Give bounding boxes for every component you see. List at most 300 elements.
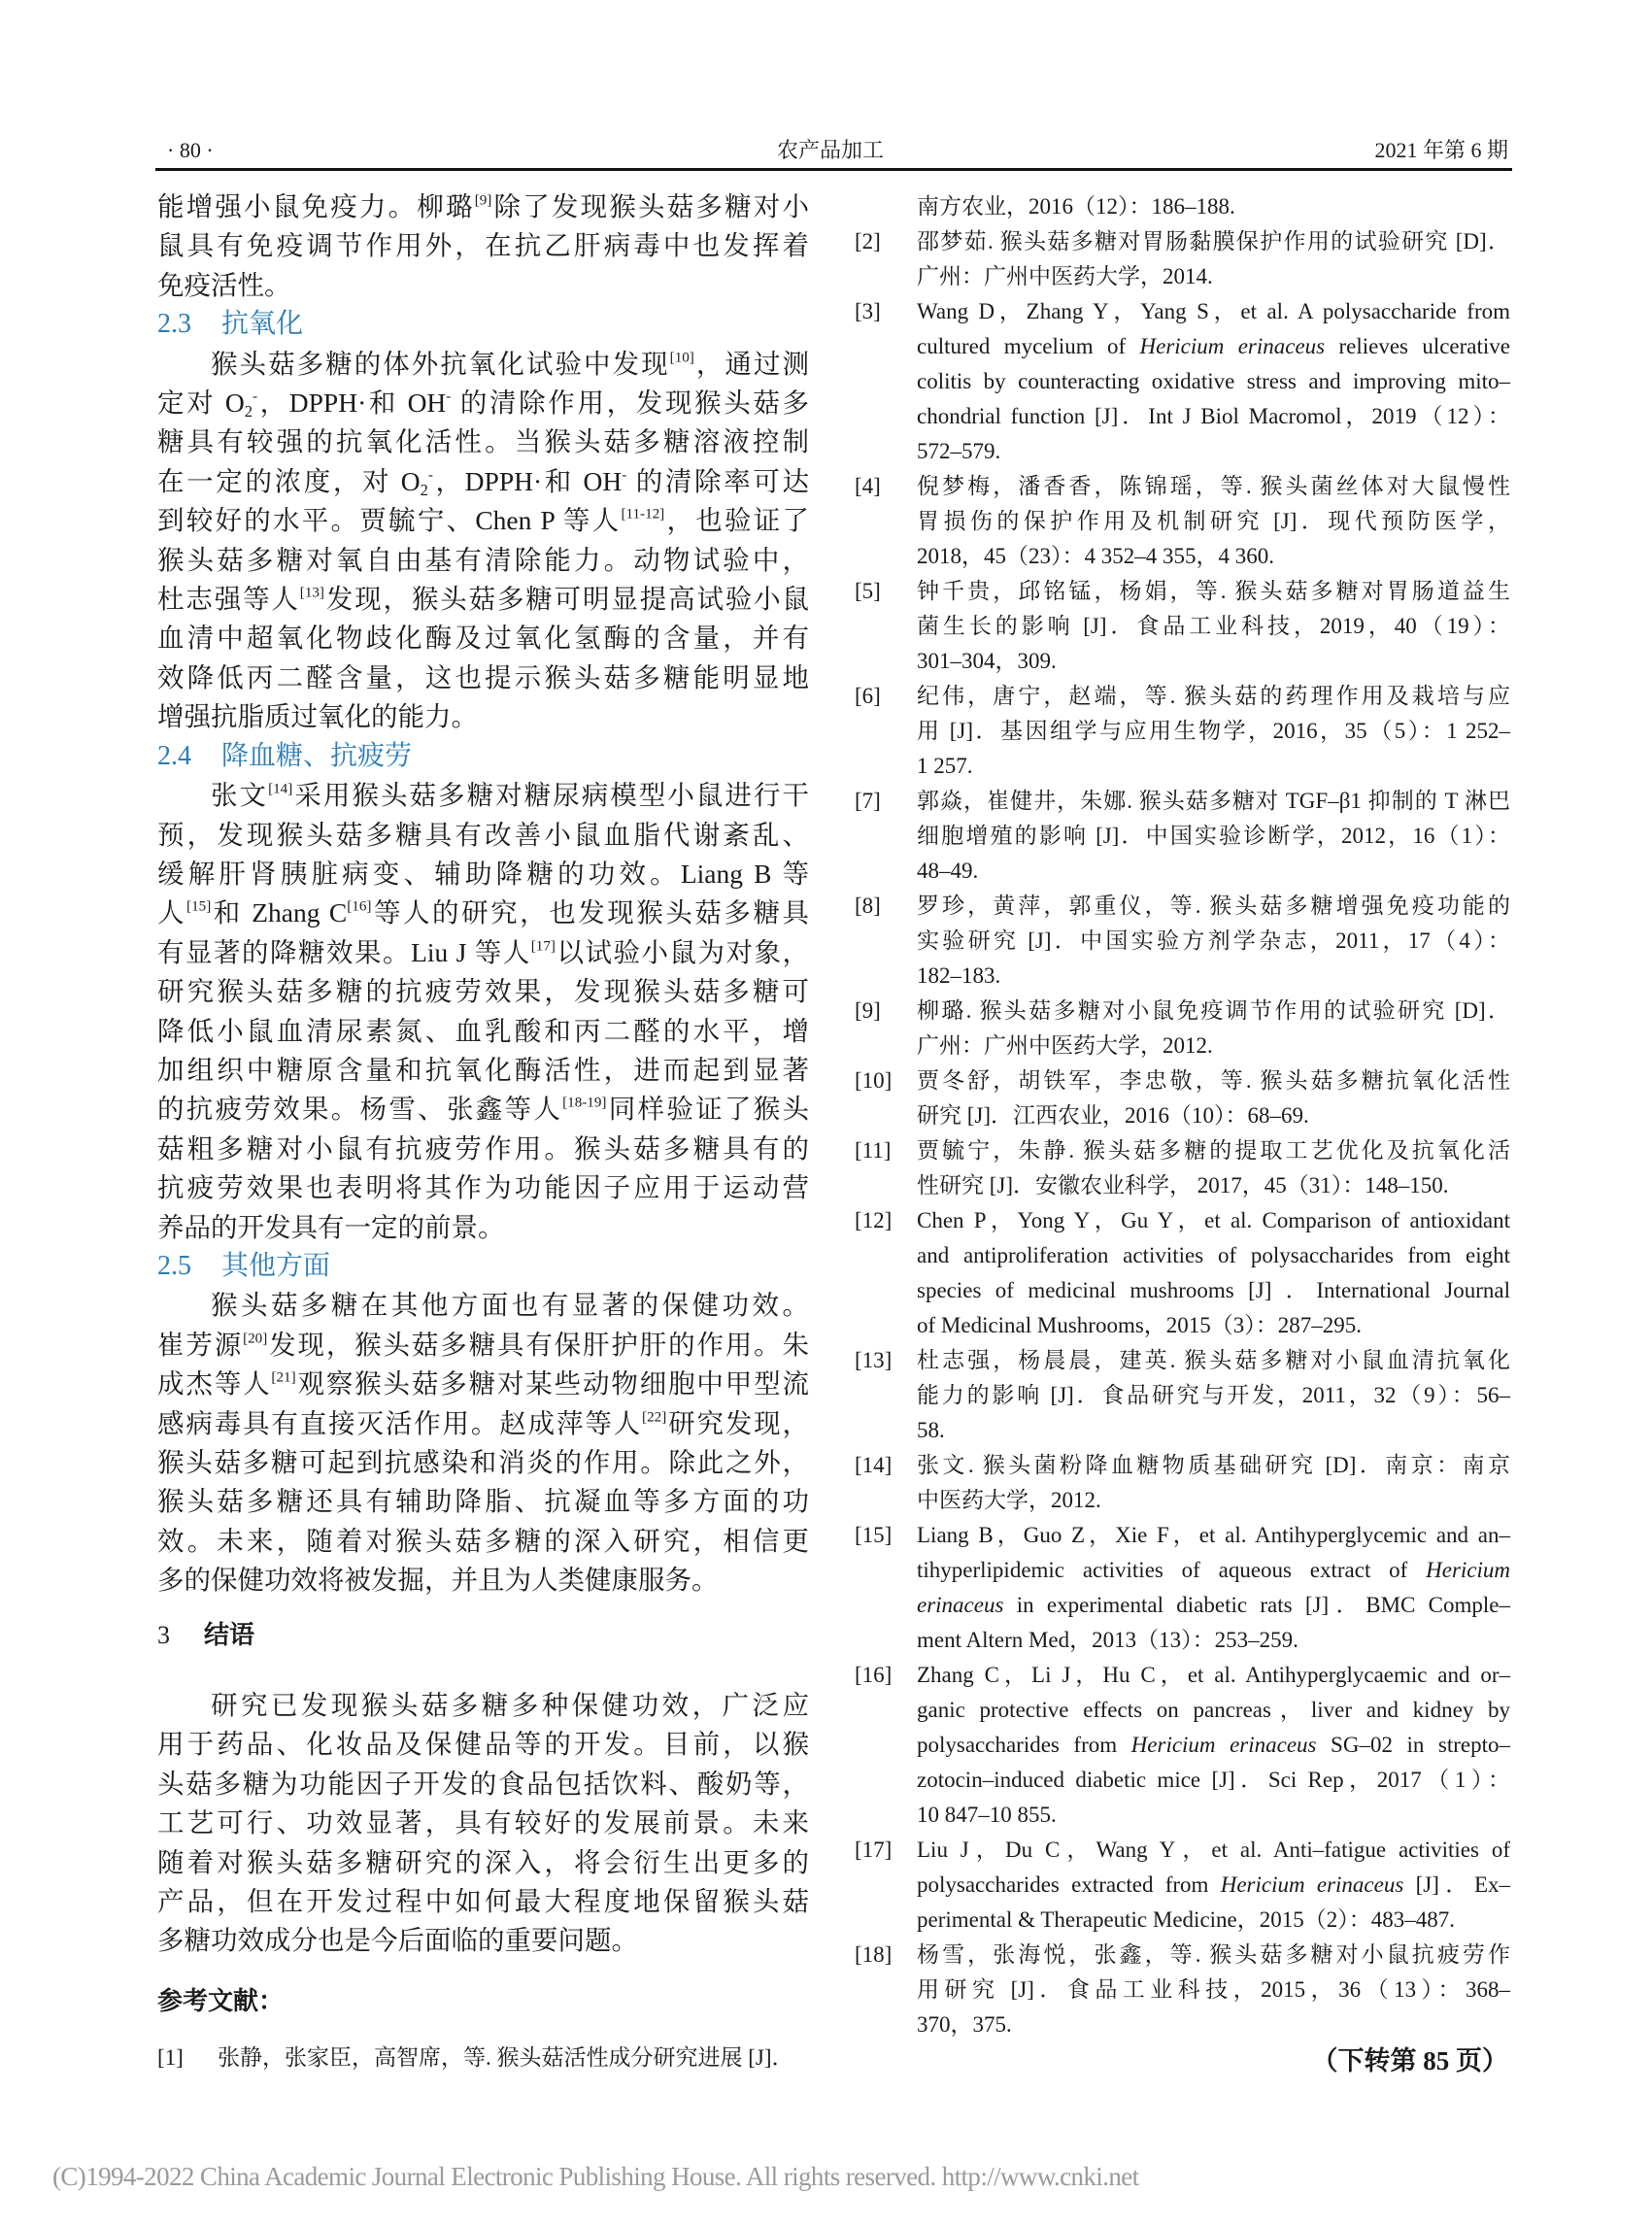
text-line [157, 1051, 809, 1090]
text-line [157, 266, 809, 305]
text-line [157, 972, 809, 1011]
text-run: Liang B，Guo Z，Xie F，et al. Antihyperglycemic and an– [917, 1523, 1510, 1547]
text-run: 贾冬舒，胡铁军，李忠敬，等. 猴头菇多糖抗氧化活性 [917, 1068, 1510, 1093]
text-line [157, 1725, 809, 1764]
text-line [917, 644, 1510, 679]
reference-text [917, 1518, 1510, 1658]
text-run: 能力的影响 [J]．食品研究与开发，2011，32（9）：56– [917, 1383, 1510, 1407]
section-number: 2.5 [157, 1250, 191, 1281]
text-line [157, 580, 809, 619]
text-line [157, 1130, 809, 1168]
text-run: 成杰等人 [157, 1368, 272, 1400]
reference-item [855, 1938, 1510, 2042]
text-line [157, 1765, 809, 1804]
reference-number: [7] [855, 789, 881, 813]
text-line [917, 1413, 1510, 1448]
text-run: 58. [917, 1418, 945, 1442]
text-run: 多的保健功效将被发掘，并且为人类健康服务。 [157, 1565, 719, 1596]
text-run: 研究发现， [666, 1407, 810, 1438]
text-line [157, 384, 809, 422]
text-run: 以试验小鼠为对象， [555, 936, 810, 967]
italic-text: Hericium erinaceus [1139, 334, 1326, 358]
citation-superscript: - [427, 467, 433, 484]
text-line [157, 619, 809, 658]
text-run: 邵梦茹. 猴头菇多糖对胃肠黏膜保护作用的试验研究 [D]． [917, 229, 1510, 253]
text-line [157, 1443, 809, 1482]
citation-superscript: [9] [474, 192, 492, 209]
text-line [917, 259, 1510, 294]
text-run: 广州：广州中医药大学，2014. [917, 264, 1213, 288]
reference-item [855, 1448, 1510, 1518]
text-line [917, 1273, 1510, 1308]
citation-superscript: [18-19] [562, 1096, 607, 1111]
text-run: 抗疲劳效果也表明将其作为功能因子应用于运动营 [157, 1172, 809, 1203]
text-run: 崔芳源 [157, 1329, 244, 1360]
citation-superscript: - [622, 467, 627, 484]
text-line [157, 1561, 809, 1600]
reference-number: [4] [855, 474, 881, 498]
text-run: 能增强小鼠免疫力。柳璐 [157, 191, 475, 221]
text-run: Chen P，Yong Y，Gu Y，et al. Comparison of antioxidant [917, 1208, 1510, 1232]
text-line [157, 1090, 809, 1129]
text-line [917, 714, 1510, 749]
reference-item [855, 889, 1510, 994]
text-run: 纪伟，唐宁，赵端，等. 猴头菇的药理作用及栽培与应 [917, 684, 1510, 708]
section-heading-2-4 [157, 737, 809, 776]
text-run: 发现，猴头菇多糖具有保肝护肝的作用。朱 [267, 1329, 810, 1360]
text-run: 柳璐. 猴头菇多糖对小鼠免疫调节作用的试验研究 [D]． [917, 998, 1510, 1023]
text-line [157, 697, 809, 736]
citation-superscript: - [446, 388, 452, 405]
text-run: 杨雪，张海悦，张鑫，等. 猴头菇多糖对小鼠抗疲劳作 [917, 1942, 1510, 1967]
text-run: 2018，45（23）：4 352–4 355，4 360. [917, 544, 1274, 568]
text-line [157, 1804, 809, 1842]
text-run: 菇粗多糖对小鼠有抗疲劳作用。猴头菇多糖具有的 [157, 1132, 809, 1164]
text-run: 鼠具有免疫调节作用外，在抗乙肝病毒中也发挥着 [157, 230, 809, 261]
reference-number: [2] [855, 229, 881, 253]
text-run: 的抗疲劳效果。杨雪、张鑫等人 [157, 1094, 563, 1125]
reference-number: [11] [855, 1138, 892, 1163]
text-run: 血清中超氧化物歧化酶及过氧化氢酶的含量，并有 [157, 623, 809, 654]
reference-number: [17] [855, 1838, 893, 1862]
text-run: 猴头菇多糖在其他方面也有显著的保健功效。 [211, 1290, 809, 1321]
text-line [917, 1448, 1510, 1483]
reference-item [855, 1518, 1510, 1658]
reference-number: [8] [855, 894, 881, 918]
section-title: 其他方面 [221, 1250, 331, 1281]
reference-text [917, 1063, 1510, 1133]
reference-item [855, 469, 1510, 574]
reference-number: [13] [855, 1348, 893, 1372]
text-line [917, 224, 1510, 259]
paragraph [157, 776, 809, 1247]
text-run: 猴头菇多糖还具有辅助降脂、抗凝血等多方面的功 [157, 1486, 809, 1517]
text-line [917, 609, 1510, 644]
text-run: 1 257. [917, 754, 973, 778]
text-line [157, 1012, 809, 1051]
citation-superscript: - [252, 388, 257, 405]
italic-text: erinaceus [917, 1593, 1004, 1617]
text-line [157, 1365, 809, 1403]
text-line [917, 1133, 1510, 1168]
text-run: 多糖功效成分也是今后面临的重要问题。 [157, 1925, 638, 1956]
text-line [917, 924, 1510, 959]
text-run: 301–304，309. [917, 649, 1057, 673]
text-run: 杜志强，杨晨晨，建英. 猴头菇多糖对小鼠血清抗氧化 [917, 1348, 1510, 1372]
text-run: ，DPPH·和 OH [432, 465, 623, 496]
text-run: 头菇多糖为功能因子开发的食品包括饮料、酸奶等， [157, 1768, 809, 1799]
text-line [157, 501, 809, 540]
reference-text [917, 1938, 1510, 2042]
text-line [917, 1623, 1510, 1658]
text-run: 预，发现猴头菇多糖具有改善小鼠血脂代谢紊乱、 [157, 819, 809, 850]
text-run: of Medicinal Mushrooms，2015（3）：287–295. [917, 1313, 1363, 1337]
text-run: 的清除作用，发现猴头菇多 [451, 388, 809, 419]
reference-number: [5] [855, 579, 881, 603]
text-run: 养品的开发具有一定的前景。 [157, 1211, 505, 1242]
reference-text [917, 469, 1510, 574]
text-run: 张文 [211, 780, 269, 811]
text-run: 370，375. [917, 2012, 1012, 2037]
text-run: 缓解肝肾胰脏病变、辅助降糖的功效。Liang B 等 [157, 858, 809, 889]
text-run: 用于药品、化妆品及保健品等的开发。目前，以猴 [157, 1729, 809, 1760]
section-title: 抗氧化 [221, 309, 304, 340]
text-run: 降低小鼠血清尿素氮、血乳酸和丙二醛的水平，增 [157, 1015, 809, 1046]
text-run: 感病毒具有直接灭活作用。赵成萍等人 [157, 1407, 643, 1438]
text-line [157, 1326, 809, 1365]
reference-item [157, 2039, 809, 2077]
issue-label: 2021 年第 6 期 [1374, 138, 1508, 162]
text-line [917, 434, 1510, 469]
text-run: 性研究 [J]．安徽农业科学， 2017，45（31）：148–150. [917, 1173, 1449, 1197]
text-run: 随着对猴头菇多糖研究的深入，将会衍生出更多的 [157, 1846, 809, 1877]
text-run: 郭焱，崔健井，朱娜. 猴头菇多糖对 TGF–β1 抑制的 T 淋巴 [917, 789, 1510, 813]
reference-text [917, 1203, 1510, 1343]
text-run: 到较好的水平。贾毓宁、Chen P 等人 [157, 505, 622, 536]
text-line [917, 2007, 1510, 2042]
citation-superscript: [22] [642, 1409, 667, 1426]
reference-item [855, 1343, 1510, 1448]
reference-text [917, 224, 1510, 294]
text-line [157, 1286, 809, 1325]
text-run: perimental & Therapeutic Medicine，2015（2）：483–487. [917, 1907, 1455, 1932]
text-run: 猴头菇多糖对氧自由基有清除能力。动物试验中， [157, 544, 809, 575]
text-run: colitis by counteracting oxidative stress and improving mito– [917, 369, 1510, 393]
text-line [917, 1763, 1510, 1798]
continued-note: （下转第 85 页） [1311, 2046, 1508, 2075]
reference-item [855, 1658, 1510, 1833]
journal-name: 农产品加工 [777, 138, 885, 162]
reference-number: [3] [855, 299, 881, 323]
reference-list [855, 224, 1510, 2042]
text-line [917, 1098, 1510, 1133]
reference-text [917, 1343, 1510, 1448]
text-line [157, 187, 809, 226]
text-line [917, 329, 1510, 364]
text-run: 产品，但在开发过程中如何最大程度地保留猴头菇 [157, 1886, 809, 1917]
reference-item [855, 994, 1510, 1063]
text-line [917, 1588, 1510, 1623]
text-run: tihyperlipidemic activities of aqueous extract of [917, 1558, 1427, 1582]
text-line [917, 364, 1510, 399]
italic-text: Hericium [1426, 1558, 1510, 1582]
text-line [917, 1308, 1510, 1343]
references-heading: 参考文献： [157, 1986, 285, 2015]
reference-number: [1] [157, 2045, 184, 2071]
text-run: species of medicinal mushrooms [J] ．International Journal [917, 1278, 1510, 1302]
citation-superscript: [15] [186, 898, 212, 915]
page-number: · 80 · [167, 138, 214, 162]
text-run: 猴头菇多糖的体外抗氧化试验中发现 [211, 348, 670, 379]
reference-continuation: 南方农业，2016（12）：186–188. [917, 194, 1235, 219]
text-run: and antiproliferation activities of polysaccharides from eight [917, 1243, 1510, 1267]
reference-text [917, 1658, 1510, 1833]
paragraph [157, 1286, 809, 1600]
reference-number: [15] [855, 1523, 893, 1547]
text-run: in experimental diabetic rats [J]．BMC Comple– [1003, 1593, 1510, 1617]
text-run: Liu J，Du C，Wang Y，et al. Anti–fatigue activities of [917, 1838, 1510, 1862]
text-line [157, 1482, 809, 1521]
text-line [157, 1882, 809, 1921]
text-run: ment Altern Med，2013（13）：253–259. [917, 1628, 1298, 1652]
paragraph [157, 187, 809, 305]
text-run: 研究猴头菇多糖的抗疲劳效果，发现猴头菇多糖可 [157, 976, 809, 1007]
section-number: 2.3 [157, 309, 191, 340]
text-line [157, 1404, 809, 1443]
text-run: 工艺可行、功效显著，具有较好的发展前景。未来 [157, 1807, 809, 1838]
text-run: 和 Zhang C [211, 897, 348, 928]
text-run: polysaccharides from [917, 1733, 1131, 1757]
section-heading-2-5 [157, 1247, 809, 1286]
text-line [917, 1518, 1510, 1553]
reference-text [917, 1833, 1510, 1938]
text-line [917, 1868, 1510, 1903]
text-line [157, 226, 809, 265]
citation-superscript: [11-12] [621, 506, 665, 523]
text-line [157, 855, 809, 894]
text-line [157, 541, 809, 580]
reference-number: [14] [855, 1453, 893, 1477]
text-run: [J]．Ex– [1403, 1872, 1510, 1897]
text-run: 用研究 [J]．食品工业科技，2015，36（13）：368– [917, 1977, 1510, 2002]
text-run: 中医药大学，2012. [917, 1488, 1101, 1512]
reference-item [855, 224, 1510, 294]
text-run: 同样验证了猴头 [606, 1094, 810, 1125]
citation-superscript: [13] [299, 585, 324, 601]
reference-number: [9] [855, 998, 881, 1023]
text-line [917, 1029, 1510, 1063]
text-run: 发现，猴头菇多糖可明显提高试验小鼠 [323, 584, 810, 615]
citation-superscript: [17] [530, 938, 556, 955]
text-line [917, 1938, 1510, 1973]
text-line [917, 679, 1510, 714]
reference-item [855, 1063, 1510, 1133]
text-line [157, 933, 809, 972]
text-run: Wang D，Zhang Y，Yang S，et al. A polysaccharide from [917, 299, 1510, 323]
reference-item [855, 1203, 1510, 1343]
reference-number: [18] [855, 1942, 893, 1967]
reference-number: [10] [855, 1068, 893, 1093]
text-line [157, 776, 809, 815]
text-line [157, 422, 809, 461]
text-line [917, 1798, 1510, 1833]
text-line [917, 1378, 1510, 1413]
text-line [157, 1686, 809, 1725]
text-run: 倪梦梅，潘香香，陈锦瑶，等. 猴头菌丝体对大鼠慢性 [917, 474, 1510, 498]
text-run: 182–183. [917, 963, 1001, 988]
reference-item [855, 574, 1510, 679]
text-run: 罗珍，黄萍，郭重仪，等. 猴头菇多糖增强免疫功能的 [917, 894, 1510, 918]
text-line [917, 1238, 1510, 1273]
section-title: 结语 [204, 1620, 255, 1649]
section-title: 降血糖、抗疲劳 [221, 740, 413, 771]
text-line [917, 539, 1510, 574]
text-line [917, 1728, 1510, 1763]
text-line [157, 1522, 809, 1561]
text-run: 贾毓宁，朱静. 猴头菇多糖的提取工艺优化及抗氧化活 [917, 1138, 1510, 1163]
text-line [157, 1208, 809, 1247]
reference-text [917, 294, 1510, 469]
reference-text [917, 994, 1510, 1063]
text-run: 除了发现猴头菇多糖对小 [491, 191, 809, 221]
text-run: 人 [157, 897, 187, 928]
text-run: 572–579. [917, 439, 1001, 463]
text-run: 实验研究 [J]．中国实验方剂学杂志，2011，17（4）： [917, 928, 1510, 953]
reference-item [855, 1833, 1510, 1938]
text-run: 等人的研究，也发现猴头菇多糖具 [371, 897, 809, 928]
text-run: 用 [J]．基因组学与应用生物学，2016，35（5）：1 252– [917, 719, 1510, 743]
reference-text [917, 574, 1510, 679]
text-run: 48–49. [917, 859, 979, 883]
header-rule [155, 168, 1512, 171]
text-run: 效。未来，随着对猴头菇多糖的深入研究，相信更 [157, 1525, 809, 1556]
citation-superscript: [16] [347, 898, 372, 915]
text-run: 免疫活性。 [157, 269, 291, 300]
text-run: 糖具有较强的抗氧化活性。当猴头菇多糖溶液控制 [157, 426, 809, 457]
reference-item [855, 784, 1510, 889]
text-run: 观察猴头菇多糖对某些动物细胞中甲型流 [295, 1368, 809, 1400]
reference-text [917, 1448, 1510, 1518]
text-line [917, 1658, 1510, 1693]
text-run: 菌生长的影响 [J]．食品工业科技，2019，40（19）： [917, 614, 1510, 638]
text-line [917, 1343, 1510, 1378]
text-line [157, 658, 809, 697]
text-line [917, 1973, 1510, 2007]
text-line [917, 959, 1510, 994]
citation-superscript: [21] [271, 1369, 296, 1386]
text-line [917, 1063, 1510, 1098]
italic-text: Hericium erinaceus [1130, 1733, 1317, 1757]
citation-superscript: [10] [669, 350, 694, 366]
text-run: ，通过测 [693, 348, 810, 379]
text-line [917, 294, 1510, 329]
text-run: 细胞增殖的影响 [J]．中国实验诊断学，2012，16（1）： [917, 824, 1510, 848]
section-heading-3 [157, 1616, 809, 1655]
text-line [917, 1203, 1510, 1238]
right-column [855, 189, 1510, 2042]
section-number: 3 [157, 1620, 170, 1649]
text-line [917, 994, 1510, 1029]
reference-item [855, 679, 1510, 784]
text-run: 在一定的浓度，对 O [157, 465, 421, 496]
text-run: Zhang C，Li J，Hu C，et al. Antihyperglycaemic and or– [917, 1663, 1510, 1687]
reference-text: 张静，张家臣，高智席，等. 猴头菇活性成分研究进展 [J]． [218, 2045, 794, 2071]
paragraph [157, 345, 809, 737]
text-line [917, 1833, 1510, 1868]
text-run: 增强抗脂质过氧化的能力。 [157, 701, 478, 732]
text-line [917, 819, 1510, 854]
text-run: 10 847–10 855. [917, 1803, 1057, 1827]
text-line [917, 1903, 1510, 1938]
copyright-footer: (C)1994-2022 China Academic Journal Electronic Publishing House. All rights reserved. http://www.cnki.net [52, 2162, 1139, 2191]
text-run: 的清除率可达 [626, 465, 810, 496]
text-line [917, 399, 1510, 434]
text-line [917, 749, 1510, 784]
text-line [917, 1553, 1510, 1588]
text-line [917, 1168, 1510, 1203]
text-line [157, 1843, 809, 1882]
reference-text [917, 1133, 1510, 1203]
text-run: ganic protective effects on pancreas，liver and kidney by [917, 1698, 1510, 1722]
reference-item [855, 1133, 1510, 1203]
text-run: 钟千贵，邱铭锰，杨娟，等. 猴头菇多糖对胃肠道益生 [917, 579, 1510, 603]
text-run: 采用猴头菇多糖对糖尿病模型小鼠进行干 [292, 780, 810, 811]
text-run: 加组织中糖原含量和抗氧化酶活性，进而起到显著 [157, 1054, 809, 1085]
subscript: 2 [244, 401, 253, 421]
reference-text [917, 889, 1510, 994]
text-line [157, 462, 809, 501]
text-run: 研究 [J]．江西农业，2016（10）：68–69. [917, 1103, 1309, 1128]
reference-number: [6] [855, 684, 881, 708]
text-run: 有显著的降糖效果。Liu J 等人 [157, 936, 531, 967]
text-line [157, 894, 809, 932]
citation-superscript: [20] [243, 1331, 268, 1347]
text-run: SG–02 in strepto– [1316, 1733, 1510, 1757]
text-line [917, 1693, 1510, 1728]
reference-item [855, 294, 1510, 469]
citation-superscript: [14] [268, 781, 293, 797]
text-line [917, 469, 1510, 504]
paragraph [157, 1686, 809, 1961]
reference-text [917, 784, 1510, 889]
text-run: 定对 O [157, 388, 245, 419]
text-run: 猴头菇多糖可起到抗感染和消炎的作用。除此之外， [157, 1447, 809, 1477]
text-run: 效降低丙二醛含量，这也提示猴头菇多糖能明显地 [157, 661, 809, 692]
text-line [917, 889, 1510, 924]
text-run: 研究已发现猴头菇多糖多种保健功效，广泛应 [211, 1690, 809, 1721]
subscript: 2 [420, 480, 428, 499]
text-line [917, 854, 1510, 889]
text-run: ，也验证了 [664, 505, 810, 536]
text-line [917, 504, 1510, 539]
text-line [157, 1921, 809, 1960]
reference-number: [16] [855, 1663, 893, 1687]
reference-number: [12] [855, 1208, 893, 1232]
text-line [917, 574, 1510, 609]
text-line [157, 345, 809, 384]
text-line [917, 1483, 1510, 1518]
text-run: chondrial function [J]．Int J Biol Macromol，2019（12）： [917, 404, 1510, 428]
text-run: zotocin–induced diabetic mice [J]．Sci Rep，2017（1）： [917, 1768, 1510, 1792]
reference-text [917, 679, 1510, 784]
text-line [157, 816, 809, 855]
text-run: 张文. 猴头菌粉降血糖物质基础研究 [D]．南京：南京 [917, 1453, 1510, 1477]
text-run: relieves ulcerative [1325, 334, 1510, 358]
text-run: polysaccharides extracted from [917, 1872, 1221, 1897]
section-heading-2-3 [157, 305, 809, 344]
left-column [157, 187, 809, 2078]
text-run: 广州：广州中医药大学，2012. [917, 1033, 1213, 1058]
